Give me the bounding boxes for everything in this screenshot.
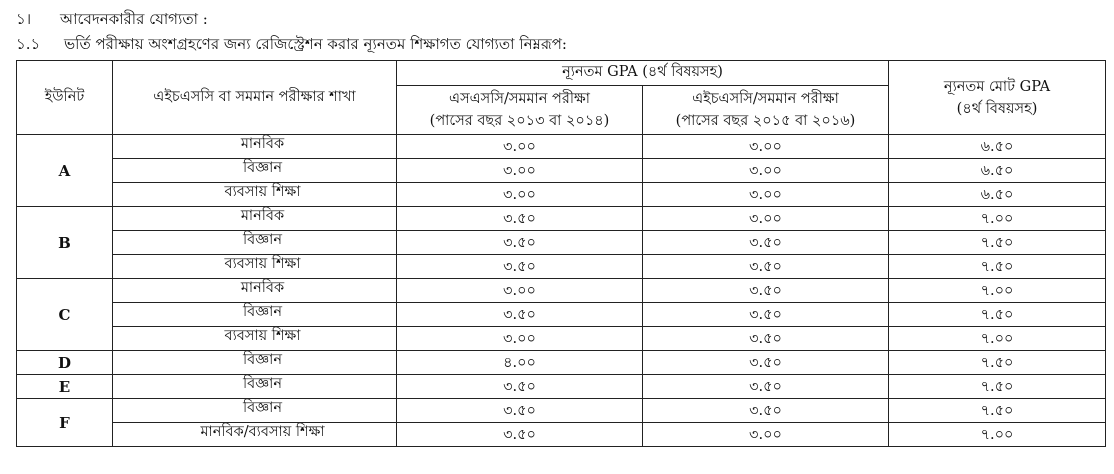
branch-cell: মানবিক <box>113 207 397 231</box>
table-row <box>17 255 1106 279</box>
header-total-gpa <box>889 61 1106 135</box>
ssc-gpa-cell: ৩.৫০ <box>397 399 643 423</box>
subsection-heading <box>16 35 567 53</box>
branch-cell: ব্যবসায় শিক্ষা <box>113 255 397 279</box>
eligibility-table <box>16 60 1106 447</box>
section-number: ১। <box>16 10 32 28</box>
hsc-gpa-cell: ৩.০০ <box>643 207 889 231</box>
header-hsc-line2: (পাসের বছর ২০১৫ বা ২০১৬) <box>675 113 856 129</box>
ssc-gpa-cell: ৩.০০ <box>397 159 643 183</box>
ssc-gpa-cell: ৪.০০ <box>397 351 643 375</box>
ssc-gpa-cell: ৩.৫০ <box>397 231 643 255</box>
branch-cell: মানবিক/ব্যবসায় শিক্ষা <box>113 423 397 447</box>
header-total-line2: (৪র্থ বিষয়সহ) <box>956 100 1038 117</box>
branch-cell: বিজ্ঞান <box>113 399 397 423</box>
header-hsc <box>643 86 889 135</box>
hsc-gpa-cell: ৩.৫০ <box>643 399 889 423</box>
table-header <box>17 61 1106 135</box>
table-row <box>17 279 1106 303</box>
table-row <box>17 423 1106 447</box>
branch-cell: বিজ্ঞান <box>113 159 397 183</box>
ssc-gpa-cell: ৩.৫০ <box>397 207 643 231</box>
ssc-gpa-cell: ৩.০০ <box>397 279 643 303</box>
table-row <box>17 159 1106 183</box>
subsection-number: ১.১ <box>16 35 41 53</box>
header-ssc-line2: (পাসের বছর ২০১৩ বা ২০১৪) <box>429 113 610 129</box>
table-row <box>17 303 1106 327</box>
total-gpa-cell: ৭.৫০ <box>889 351 1106 375</box>
total-gpa-cell: ৬.৫০ <box>889 135 1106 159</box>
ssc-gpa-cell: ৩.০০ <box>397 135 643 159</box>
hsc-gpa-cell: ৩.০০ <box>643 423 889 447</box>
hsc-gpa-cell: ৩.০০ <box>643 183 889 207</box>
table-body <box>17 135 1106 447</box>
section-heading <box>16 10 208 28</box>
hsc-gpa-cell: ৩.৫০ <box>643 255 889 279</box>
ssc-gpa-cell: ৩.৫০ <box>397 255 643 279</box>
total-gpa-cell: ৭.০০ <box>889 327 1106 351</box>
hsc-gpa-cell: ৩.৫০ <box>643 327 889 351</box>
total-gpa-cell: ৬.৫০ <box>889 159 1106 183</box>
table-row <box>17 207 1106 231</box>
hsc-gpa-cell: ৩.০০ <box>643 159 889 183</box>
unit-cell: A <box>17 135 113 207</box>
header-ssc-line1: এসএসসি/সমমান পরীক্ষা <box>449 91 590 107</box>
unit-cell: D <box>17 351 113 375</box>
hsc-gpa-cell: ৩.৫০ <box>643 303 889 327</box>
branch-cell: বিজ্ঞান <box>113 375 397 399</box>
unit-cell: C <box>17 279 113 351</box>
branch-cell: ব্যবসায় শিক্ষা <box>113 327 397 351</box>
ssc-gpa-cell: ৩.৫০ <box>397 375 643 399</box>
header-total-line1: ন্যূনতম মোট GPA <box>943 78 1051 95</box>
hsc-gpa-cell: ৩.৫০ <box>643 231 889 255</box>
total-gpa-cell: ৭.৫০ <box>889 399 1106 423</box>
total-gpa-cell: ৭.০০ <box>889 423 1106 447</box>
unit-cell: E <box>17 375 113 399</box>
branch-cell: মানবিক <box>113 279 397 303</box>
ssc-gpa-cell: ৩.৫০ <box>397 303 643 327</box>
total-gpa-cell: ৭.০০ <box>889 279 1106 303</box>
table-row <box>17 183 1106 207</box>
branch-cell: বিজ্ঞান <box>113 303 397 327</box>
total-gpa-cell: ৬.৫০ <box>889 183 1106 207</box>
header-branch: এইচএসসি বা সমমান পরীক্ষার শাখা <box>113 61 397 135</box>
hsc-gpa-cell: ৩.০০ <box>643 135 889 159</box>
table-row <box>17 135 1106 159</box>
unit-cell: B <box>17 207 113 279</box>
ssc-gpa-cell: ৩.০০ <box>397 327 643 351</box>
hsc-gpa-cell: ৩.৫০ <box>643 279 889 303</box>
total-gpa-cell: ৭.৫০ <box>889 231 1106 255</box>
ssc-gpa-cell: ৩.০০ <box>397 183 643 207</box>
header-ssc <box>397 86 643 135</box>
total-gpa-cell: ৭.০০ <box>889 207 1106 231</box>
branch-cell: ব্যবসায় শিক্ষা <box>113 183 397 207</box>
table-row <box>17 231 1106 255</box>
branch-cell: বিজ্ঞান <box>113 351 397 375</box>
subsection-text: ভর্তি পরীক্ষায় অংশগ্রহণের জন্য রেজিস্ট্রেশন করার ন্যূনতম শিক্ষাগত যোগ্যতা নিম্নরূপ: <box>64 35 567 53</box>
header-min-gpa-group: ন্যূনতম GPA (৪র্থ বিষয়সহ) <box>397 61 889 86</box>
branch-cell: বিজ্ঞান <box>113 231 397 255</box>
total-gpa-cell: ৭.৫০ <box>889 375 1106 399</box>
branch-cell: মানবিক <box>113 135 397 159</box>
unit-cell: F <box>17 399 113 447</box>
table-row <box>17 327 1106 351</box>
ssc-gpa-cell: ৩.৫০ <box>397 423 643 447</box>
table-row <box>17 399 1106 423</box>
table-row <box>17 375 1106 399</box>
total-gpa-cell: ৭.৫০ <box>889 303 1106 327</box>
section-title: আবেদনকারীর যোগ্যতা : <box>60 10 208 28</box>
total-gpa-cell: ৭.৫০ <box>889 255 1106 279</box>
table-row <box>17 351 1106 375</box>
hsc-gpa-cell: ৩.৫০ <box>643 375 889 399</box>
header-hsc-line1: এইচএসসি/সমমান পরীক্ষা <box>692 91 839 107</box>
hsc-gpa-cell: ৩.৫০ <box>643 351 889 375</box>
header-unit: ইউনিট <box>17 61 113 135</box>
